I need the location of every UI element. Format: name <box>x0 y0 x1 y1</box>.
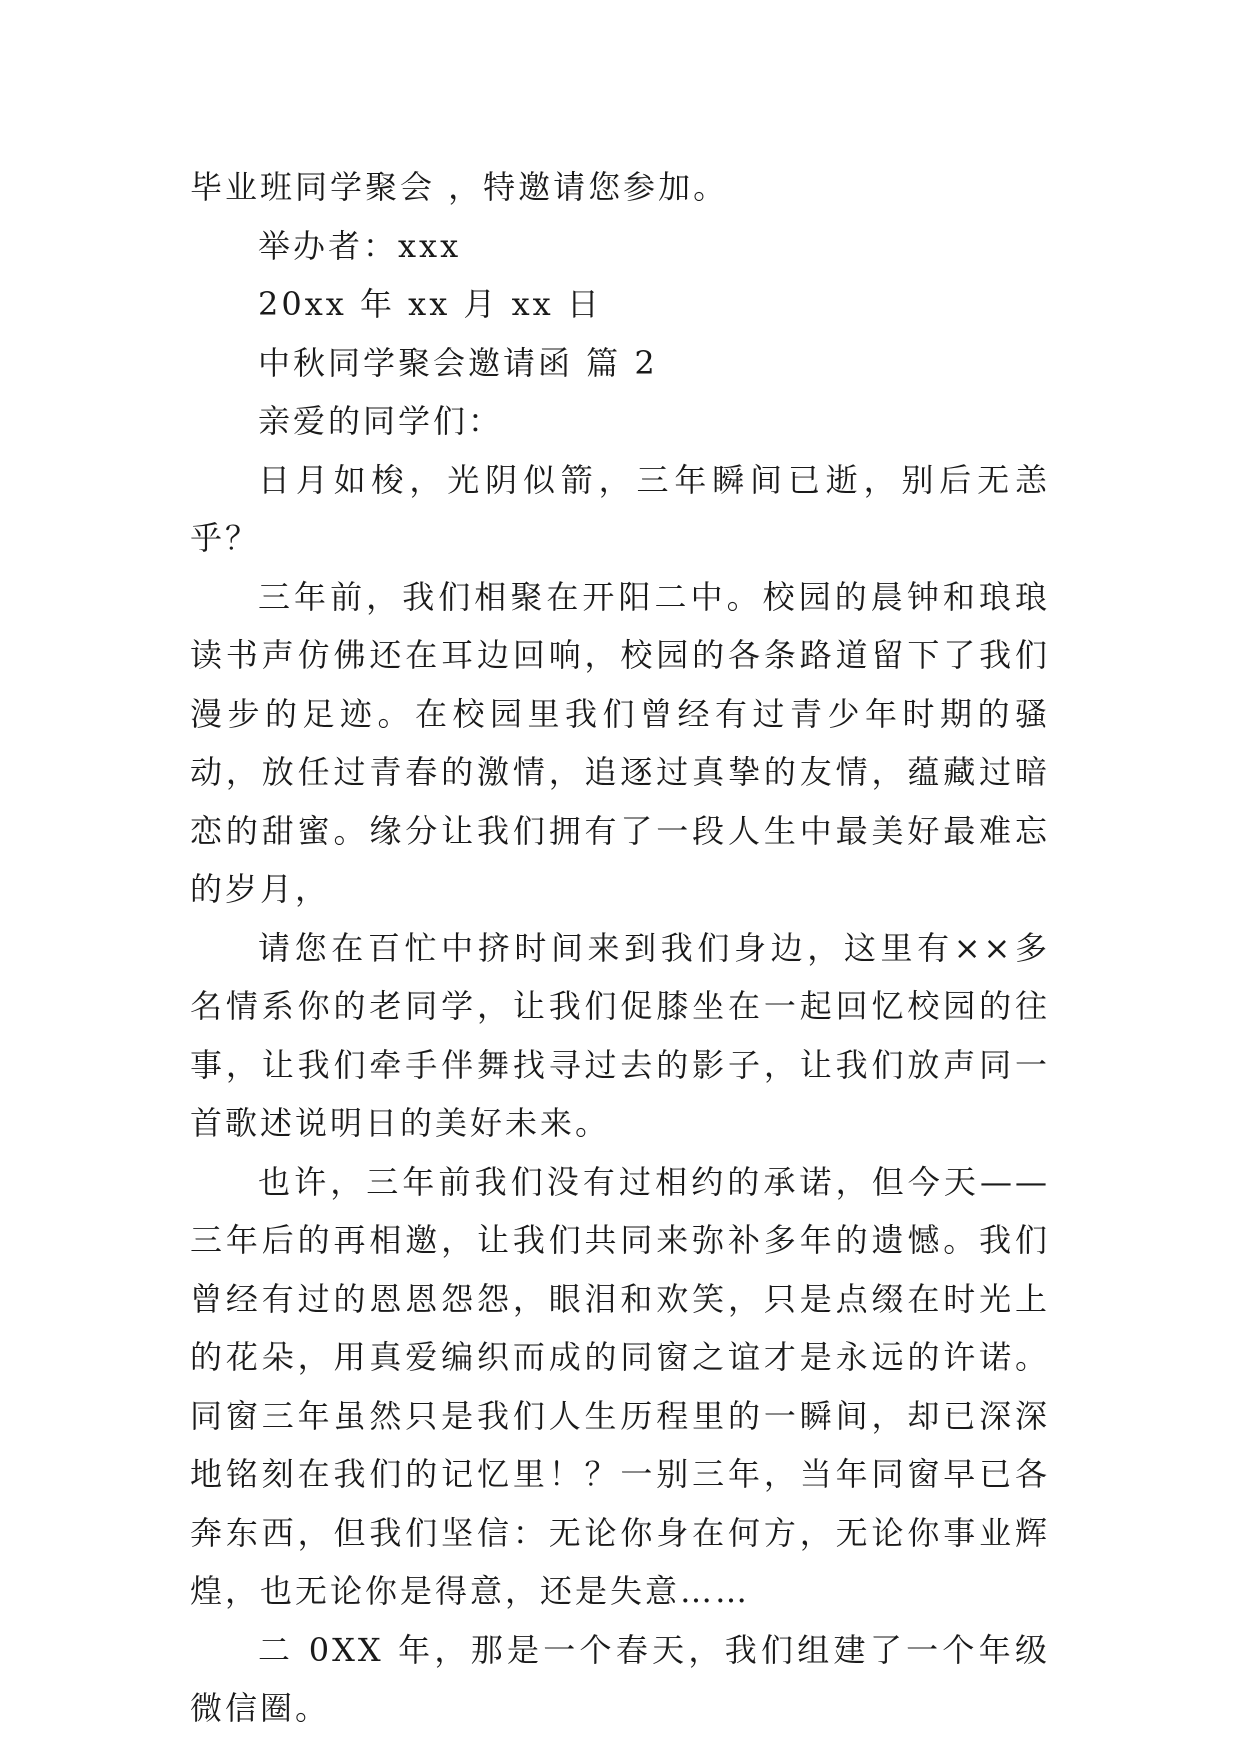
section-title: 中秋同学聚会邀请函 篇 2 <box>258 343 658 382</box>
paragraph-organizer: 举办者：xxx <box>258 226 462 265</box>
paragraph-reunion: 也许，三年前我们没有过相约的承诺，但今天——三年后的再相邀，让我们共同来弥补多年的遗憾。我们曾经有过的恩恩怨怨，眼泪和欢笑，只是点缀在时光上的花朵，用真爱编织而成的同窗之谊才是永远的许诺。同窗三年虽然只是我们人生历程里的一瞬间，却已深深地铭刻在我们的记忆里！？一别三年，当年同窗早已各奔东西，但我们坚信：无论你身在何方，无论你事业辉煌，也无论你是得意，还是失意…… <box>190 1162 1050 1610</box>
paragraph-salutation: 亲爱的同学们： <box>258 402 504 440</box>
paragraph-date: 20xx 年 xx 月 xx 日 <box>258 285 602 323</box>
paragraph-opening: 日月如梭，光阴似箭，三年瞬间已逝，别后无恙乎？ <box>190 460 1050 557</box>
paragraph-wechat-group: 二 0XX 年，那是一个春天，我们组建了一个年级微信圈。 <box>190 1630 1050 1727</box>
document-body <box>190 158 1050 1738</box>
paragraph-closing-line: 毕业班同学聚会 ，特邀请您参加。 <box>190 168 729 206</box>
paragraph-invitation: 请您在百忙中挤时间来到我们身边，这里有××多名情系你的老同学，让我们促膝坐在一起回忆校园的往事，让我们牵手伴舞找寻过去的影子，让我们放声同一首歌述说明日的美好未来。 <box>190 928 1050 1142</box>
paragraph-memories: 三年前，我们相聚在开阳二中。校园的晨钟和琅琅读书声仿佛还在耳边回响，校园的各条路道留下了我们漫步的足迹。在校园里我们曾经有过青少年时期的骚动，放任过青春的激情，追逐过真挚的友情，蕴藏过暗恋的甜蜜。缘分让我们拥有了一段人生中最美好最难忘的岁月， <box>190 577 1050 908</box>
